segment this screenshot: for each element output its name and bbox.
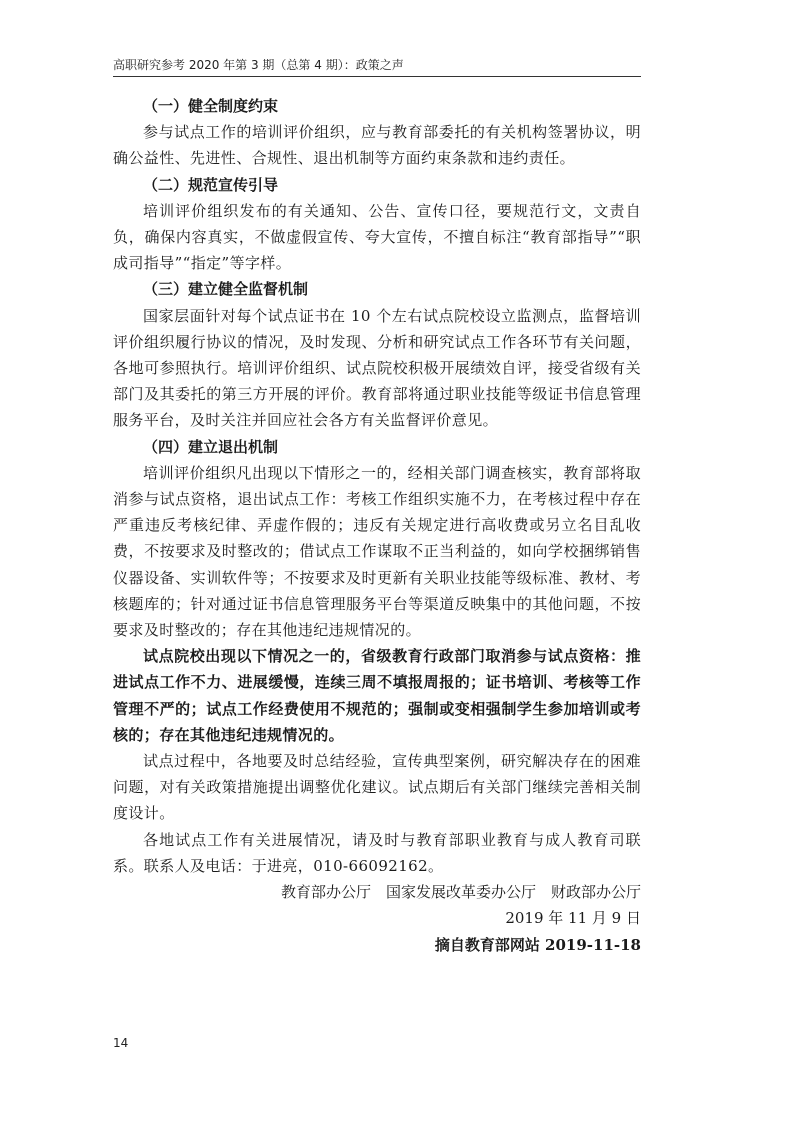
paragraph: 试点过程中，各地要及时总结经验，宣传典型案例，研究解决存在的困难问题，对有关政策措施提出调整优化建议。试点期后有关部门继续完善相关制度设计。 <box>113 752 641 823</box>
section-heading: （四）建立退出机制 <box>143 437 279 456</box>
section-heading: （二）规范宣传引导 <box>143 175 279 194</box>
page-header: 高职研究参考 2020 年第 3 期（总第 4 期）：政策之声 <box>113 57 641 77</box>
section-heading: （一）健全制度约束 <box>143 97 279 115</box>
issue-date: 2019 年 11 月 9 日 <box>505 909 641 928</box>
paragraph: 国家层面针对每个试点证书在 10 个左右试点院校设立监测点，监督培训评价组织履行协议的情况，及时发现、分析和研究试点工作各环节有关问题，各地可参照执行。培训评价组织、试点院校积极开展绩效自评，接受省级有关部门及其委托的第三方开展的评价。教育部将通过职业技能等级证书信息管理服务平台，及时关注并回应社会各方有关监督评价意见。 <box>113 306 641 430</box>
paragraph: 培训评价组织凡出现以下情形之一的，经相关部门调查核实，教育部将取消参与试点资格，退出试点工作：考核工作组织实施不力，在考核过程中存在严重违反考核纪律、弄虚作假的；违反有关规定进行高收费或另立名目乱收费，不按要求及时整改的；借试点工作谋取不正当利益的，如向学校捆绑销售仪器设备、实训软件等；不按要求及时更新有关职业技能等级标准、教材、考核题库的；针对通过证书信息管理服务平台等渠道反映集中的其他问题，不按要求及时整改的；存在其他违纪违规情况的。 <box>113 463 641 640</box>
page-number: 14 <box>113 1036 129 1050</box>
section-heading: （三）建立健全监督机制 <box>143 280 309 299</box>
issuers-signature: 教育部办公厅 国家发展改革委办公厅 财政部办公厅 <box>280 883 641 902</box>
bold-paragraph: 试点院校出现以下情况之一的，省级教育行政部门取消参与试点资格：推进试点工作不力、进展缓慢，连续三周不填报周报的；证书培训、考核等工作管理不严的；试点工作经费使用不规范的；强制或变相强制学生参加培训或考核的；存在其他违纪违规情况的。 <box>113 647 641 744</box>
paragraph: 各地试点工作有关进展情况，请及时与教育部职业教育与成人教育司联系。联系人及电话：于进亮，010-66092162。 <box>113 830 641 875</box>
paragraph: 培训评价组织发布的有关通知、公告、宣传口径，要规范行文，文责自负，确保内容真实，不做虚假宣传、夸大宣传，不擅自标注“教育部指导”“职成司指导”“指定”等字样。 <box>113 201 641 273</box>
paragraph: 参与试点工作的培训评价组织，应与教育部委托的有关机构签署协议，明确公益性、先进性、合规性、退出机制等方面约束条款和违约责任。 <box>113 123 641 168</box>
source-note: 摘自教育部网站 2019-11-18 <box>434 935 641 954</box>
document-body <box>113 93 641 958</box>
